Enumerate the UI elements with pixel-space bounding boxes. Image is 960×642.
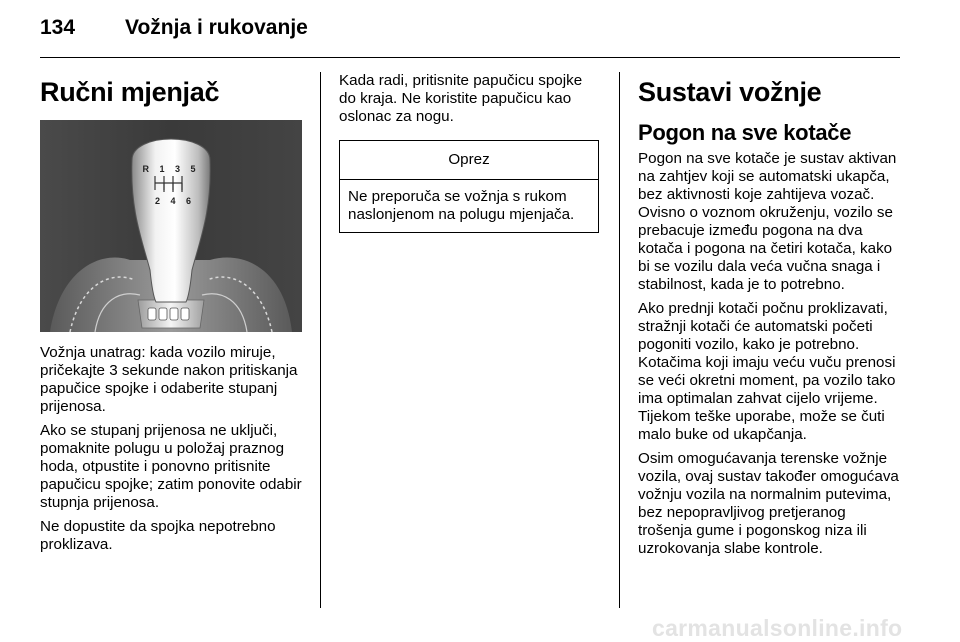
column-divider-1 <box>320 72 321 608</box>
paragraph-reverse: Vožnja unatrag: kada vozilo miruje, pričekajte 3 sekunde nakon pritiskanja papučice spojke i odaberite stupanj prijenosa. <box>40 344 298 415</box>
section-title-drive-systems: Sustavi vožnje <box>638 77 822 107</box>
paragraph-clutch-intro: Kada radi, pritisnite papučicu spojke do kraja. Ne koristite papučicu kao oslonac za nogu. <box>339 72 583 125</box>
shift-pattern-bottom-label: 2 4 6 <box>154 196 196 206</box>
paragraph-clutch-slip: Ne dopustite da spojka nepotrebno proklizava. <box>40 518 276 553</box>
column-manual-transmission <box>40 72 302 560</box>
paragraph-awd-description: Pogon na sve kotače je sustav aktivan na zahtjev koji se automatski ukapča, bez aktivnosti koje zahtijeva vozač. Ovisno o voznom okruženju, vozilo se prebacuje između pogona na dva kotača i pogona na četiri kotača, kako bi se vozilu dala veća vučna snaga i stabilnost, kada je to potrebno. <box>638 150 897 293</box>
column-divider-2 <box>619 72 620 608</box>
caution-text: Ne preporuča se vožnja s rukom naslonjenom na polugu mjenjača. <box>348 188 575 223</box>
caution-box <box>339 140 599 233</box>
paragraph-wheel-slip: Ako prednji kotači počnu proklizavati, stražnji kotači će automatski početi pogoniti vozilo, kako je potrebno. Kotačima koji imaju veću vuču prenosi se veći okretni moment, pa vozilo tako ima optimalan zahvat cijelo vrijeme. Tijekom teške uporabe, može se čuti malo buke od ukapčanja. <box>638 300 896 443</box>
header-rule <box>40 57 900 58</box>
column-drive-systems <box>638 72 903 564</box>
caution-title: Oprez <box>340 141 598 180</box>
paragraph-offroad: Osim omogućavanja terenske vožnje vozila, ovaj sustav također omogućava vožnju vozila na normalnim putevima, bez nepopravljivog pretjeranog trošenja gume i pogonskog niza ili uzrokovanja slabe kontrole. <box>638 450 899 557</box>
chapter-title: Vožnja i rukovanje <box>125 16 308 39</box>
shift-pattern-top-label: R 1 3 5 <box>142 164 200 174</box>
section-title-manual-transmission: Ručni mjenjač <box>40 77 220 107</box>
subsection-title-awd: Pogon na sve kotače <box>638 120 852 145</box>
watermark: carmanualsonline.info <box>652 615 903 641</box>
gear-knob-illustration <box>40 120 302 332</box>
column-clutch-usage <box>339 72 601 233</box>
page-number: 134 <box>40 16 76 39</box>
paragraph-gear-not-engaged: Ako se stupanj prijenosa ne uključi, pomaknite polugu u položaj praznog hoda, otpustite i ponovno pritisnite papučicu spojke; zatim ponovite odabir stupnja prijenosa. <box>40 422 302 511</box>
